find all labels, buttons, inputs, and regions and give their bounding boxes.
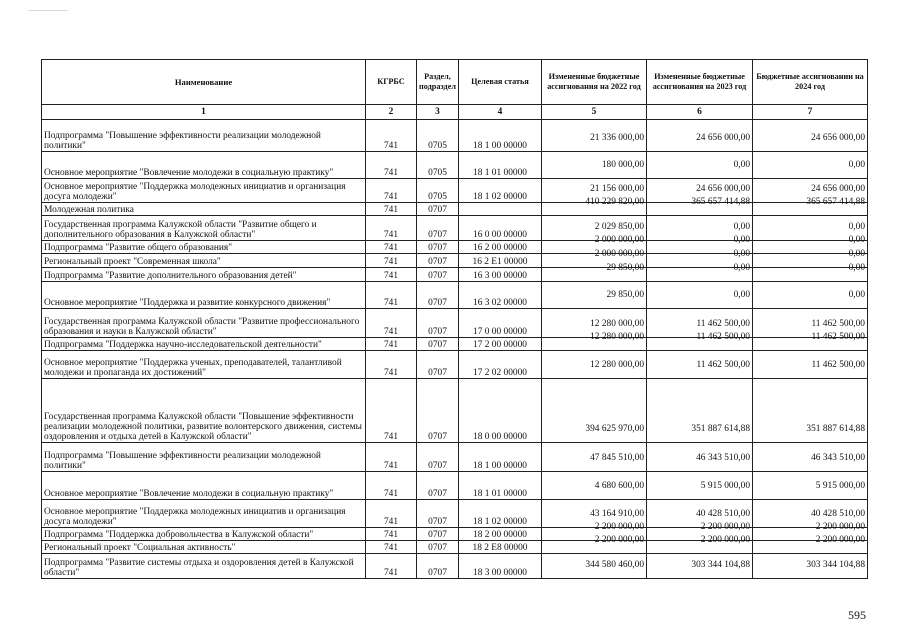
row-target-article: 16 2 00 00000: [459, 241, 542, 254]
row-amount-2022-value: 2 029 850,00: [594, 222, 644, 232]
row-kgrbs: 741: [366, 472, 417, 500]
row-amount-2022: [542, 120, 647, 152]
row-amount-2024-value: 0,00: [848, 249, 865, 259]
row-amount-2024: [753, 152, 868, 179]
table-row: [42, 443, 868, 472]
row-kgrbs: 741: [366, 379, 417, 443]
row-section: 0707: [417, 379, 459, 443]
header-section: Раздел, подраздел: [417, 60, 459, 105]
row-target-article: 18 1 00 00000: [459, 443, 542, 472]
page-number: 595: [848, 608, 866, 622]
row-section: 0707: [417, 500, 459, 528]
row-amount-2024: [753, 332, 868, 351]
row-amount-2022-value: 2 000 000,00: [594, 249, 644, 259]
row-name: Подпрограмма "Повышение эффективности реализации молодежной политики": [42, 443, 366, 472]
row-amount-2023-value: 365 657 414,88: [691, 197, 750, 207]
row-amount-2023-value: 0,00: [733, 263, 750, 273]
row-name: Подпрограмма "Развитие дополнительного образования детей": [42, 268, 366, 282]
row-amount-2022: [542, 282, 647, 309]
row-section: 0707: [417, 282, 459, 309]
row-amount-2022-value: 43 164 910,00: [590, 509, 644, 519]
row-amount-2022: [542, 197, 647, 216]
row-section: 0707: [417, 443, 459, 472]
row-target-article: 18 1 01 00000: [459, 472, 542, 500]
row-name: Основное мероприятие "Вовлечение молодежи в социальную практику": [42, 152, 366, 179]
row-name: Подпрограмма "Поддержка научно-исследовательской деятельности": [42, 338, 366, 351]
row-amount-2022: [542, 332, 647, 351]
row-target-article: 16 3 02 00000: [459, 282, 542, 309]
row-target-article: 18 1 01 00000: [459, 152, 542, 179]
row-amount-2024-value: 351 887 614,88: [806, 424, 865, 434]
row-amount-2024-value: 0,00: [848, 290, 865, 300]
row-amount-2022-value: 4 680 600,00: [594, 481, 644, 491]
row-target-article: 18 1 02 00000: [459, 179, 542, 203]
budget-table: [41, 59, 868, 579]
row-amount-2024-value: 11 462 500,00: [811, 319, 865, 329]
header-target: Целевая статья: [459, 60, 542, 105]
row-kgrbs: 741: [366, 268, 417, 282]
row-amount-2022-value: 2 200 000,00: [594, 522, 644, 532]
row-amount-2022-value: 29 850,00: [606, 263, 644, 273]
table-row: [42, 351, 868, 379]
row-name: Основное мероприятие "Вовлечение молодежи в социальную практику": [42, 472, 366, 500]
row-amount-2023-value: 11 462 500,00: [696, 360, 750, 370]
row-amount-2023-value: 0,00: [733, 290, 750, 300]
row-amount-2022-value: 29 850,00: [606, 290, 644, 300]
row-amount-2024-value: 5 915 000,00: [815, 481, 865, 491]
row-target-article: 18 1 02 00000: [459, 500, 542, 528]
row-amount-2023: [647, 120, 753, 152]
header-2024: Бюджетные ассигновании на 2024 год: [753, 60, 868, 105]
row-amount-2022-value: 394 625 970,00: [585, 424, 644, 434]
row-name: Региональный проект "Социальная активность": [42, 541, 366, 554]
row-amount-2024: [753, 443, 868, 472]
row-section: 0707: [417, 268, 459, 282]
row-name: Подпрограмма "Развитие системы отдыха и оздоровления детей в Калужской области": [42, 554, 366, 579]
row-amount-2022: [542, 535, 647, 554]
row-section: 0707: [417, 254, 459, 268]
row-section: 0707: [417, 216, 459, 241]
row-kgrbs: 741: [366, 254, 417, 268]
row-amount-2023-value: 11 462 500,00: [696, 332, 750, 342]
row-amount-2023: [647, 332, 753, 351]
row-amount-2023-value: 0,00: [733, 235, 750, 245]
row-amount-2022-value: 47 845 510,00: [590, 453, 644, 463]
row-target-article: 18 2 00 00000: [459, 528, 542, 541]
row-target-article: 17 2 02 00000: [459, 351, 542, 379]
row-kgrbs: 741: [366, 351, 417, 379]
row-amount-2023-value: 2 200 000,00: [700, 522, 750, 532]
row-amount-2023: [647, 282, 753, 309]
row-amount-2023: [647, 472, 753, 500]
row-amount-2024: [753, 554, 868, 579]
row-amount-2024: [753, 282, 868, 309]
row-amount-2023: [647, 379, 753, 443]
row-target-article: 16 2 E1 00000: [459, 254, 542, 268]
table-row: [42, 554, 868, 579]
row-amount-2023: [647, 197, 753, 216]
header-2022: Измененные бюджетные ассигнования на 2022 год: [542, 60, 647, 105]
row-amount-2022-value: 21 336 000,00: [590, 133, 644, 143]
row-kgrbs: 741: [366, 541, 417, 554]
row-target-article: [459, 203, 542, 216]
row-amount-2023-value: 46 343 510,00: [696, 453, 750, 463]
row-kgrbs: 741: [366, 152, 417, 179]
row-amount-2023-value: 2 200 000,00: [700, 535, 750, 545]
row-amount-2023-value: 40 428 510,00: [696, 509, 750, 519]
row-amount-2022-value: 344 580 460,00: [585, 560, 644, 570]
row-amount-2024-value: 2 200 000,00: [815, 522, 865, 532]
row-name: Основное мероприятие "Поддержка ученых, преподавателей, талантливой молодежи и пропаганда их достижений": [42, 351, 366, 379]
column-number: 5: [542, 105, 647, 120]
row-amount-2022-value: 410 229 820,00: [585, 197, 644, 207]
row-name: Молодежная политика: [42, 203, 366, 216]
column-number-row: [42, 105, 868, 120]
table-row: [42, 541, 868, 554]
table-row: [42, 379, 868, 443]
row-target-article: 18 1 00 00000: [459, 120, 542, 152]
row-name: Основное мероприятие "Поддержка молодежных инициатив и организация досуга молодежи": [42, 500, 366, 528]
row-name: Подпрограмма "Поддержка добровольчества в Калужской области": [42, 528, 366, 541]
row-amount-2023-value: 303 344 104,88: [691, 560, 750, 570]
row-amount-2024: [753, 472, 868, 500]
row-amount-2022: [542, 263, 647, 282]
row-section: 0705: [417, 120, 459, 152]
row-kgrbs: 741: [366, 528, 417, 541]
row-kgrbs: 741: [366, 241, 417, 254]
row-amount-2022-value: 12 280 000,00: [590, 332, 644, 342]
row-amount-2023-value: 0,00: [733, 249, 750, 259]
row-section: 0707: [417, 472, 459, 500]
row-amount-2022-value: 12 280 000,00: [590, 319, 644, 329]
row-section: 0707: [417, 203, 459, 216]
table-row: [42, 282, 868, 309]
row-amount-2024: [753, 535, 868, 554]
row-section: 0707: [417, 554, 459, 579]
row-amount-2024: [753, 197, 868, 216]
row-amount-2023-value: 0,00: [733, 160, 750, 170]
row-name: Подпрограмма "Развитие общего образования": [42, 241, 366, 254]
row-amount-2024-value: 11 462 500,00: [811, 360, 865, 370]
row-target-article: 18 0 00 00000: [459, 379, 542, 443]
row-section: 0707: [417, 309, 459, 338]
row-section: 0707: [417, 528, 459, 541]
row-name: Подпрограмма "Повышение эффективности реализации молодежной политики": [42, 120, 366, 152]
table-row: [42, 203, 868, 216]
row-target-article: 16 0 00 00000: [459, 216, 542, 241]
row-amount-2023-value: 24 656 000,00: [696, 184, 750, 194]
header-2023: Измененные бюджетные ассигнования на 2023 год: [647, 60, 753, 105]
row-section: 0707: [417, 338, 459, 351]
row-section: 0707: [417, 351, 459, 379]
row-amount-2022: [542, 554, 647, 579]
row-name: Основное мероприятие "Поддержка и развитие конкурсного движения": [42, 282, 366, 309]
row-amount-2023-value: 24 656 000,00: [696, 133, 750, 143]
row-kgrbs: 741: [366, 309, 417, 338]
header-kgrbs: КГРБС: [366, 60, 417, 105]
row-name: Основное мероприятие "Поддержка молодежных инициатив и организация досуга молодежи": [42, 179, 366, 203]
row-amount-2023-value: 351 887 614,88: [691, 424, 750, 434]
row-amount-2023: [647, 263, 753, 282]
row-amount-2023: [647, 443, 753, 472]
row-amount-2024-value: 46 343 510,00: [811, 453, 865, 463]
row-amount-2022-value: 180 000,00: [601, 160, 644, 170]
row-amount-2023: [647, 535, 753, 554]
row-amount-2022: [542, 351, 647, 379]
header-row: [42, 60, 868, 105]
column-number: 2: [366, 105, 417, 120]
column-number: 3: [417, 105, 459, 120]
row-amount-2024-value: 11 462 500,00: [811, 332, 865, 342]
row-amount-2022-value: 12 280 000,00: [590, 360, 644, 370]
row-amount-2024: [753, 379, 868, 443]
column-number: 6: [647, 105, 753, 120]
column-number: 7: [753, 105, 868, 120]
row-target-article: 17 0 00 00000: [459, 309, 542, 338]
row-section: 0707: [417, 241, 459, 254]
row-amount-2024-value: 0,00: [848, 160, 865, 170]
row-amount-2022: [542, 443, 647, 472]
row-amount-2023-value: 0,00: [733, 222, 750, 232]
table-row: [42, 268, 868, 282]
row-amount-2022-value: 2 200 000,00: [594, 535, 644, 545]
column-number: 1: [42, 105, 366, 120]
row-amount-2024-value: 24 656 000,00: [811, 184, 865, 194]
table-row: [42, 472, 868, 500]
row-target-article: 16 3 00 00000: [459, 268, 542, 282]
row-section: 0705: [417, 152, 459, 179]
row-amount-2023-value: 5 915 000,00: [700, 481, 750, 491]
row-name: Региональный проект "Современная школа": [42, 254, 366, 268]
table-row: [42, 152, 868, 179]
table-row: [42, 338, 868, 351]
row-kgrbs: 741: [366, 216, 417, 241]
row-amount-2024: [753, 120, 868, 152]
row-amount-2022-value: 2 000 000,00: [594, 235, 644, 245]
row-amount-2023: [647, 351, 753, 379]
row-name: Государственная программа Калужской области "Повышение эффективности реализации молодежной политики, развитие волонтерского движения, системы оздоровления и отдыха детей в Калужской области": [42, 379, 366, 443]
row-amount-2024-value: 0,00: [848, 235, 865, 245]
row-target-article: 18 2 E8 00000: [459, 541, 542, 554]
row-section: 0705: [417, 179, 459, 203]
scan-artifact: [28, 10, 68, 11]
row-kgrbs: 741: [366, 500, 417, 528]
row-name: Государственная программа Калужской области "Развитие общего и дополнительного образования в Калужской области": [42, 216, 366, 241]
row-amount-2024-value: 0,00: [848, 263, 865, 273]
row-amount-2022-value: 21 156 000,00: [590, 184, 644, 194]
row-amount-2024: [753, 263, 868, 282]
row-amount-2024-value: 303 344 104,88: [806, 560, 865, 570]
row-kgrbs: 741: [366, 120, 417, 152]
column-number: 4: [459, 105, 542, 120]
row-kgrbs: 741: [366, 203, 417, 216]
row-kgrbs: 741: [366, 554, 417, 579]
row-amount-2022: [542, 472, 647, 500]
row-amount-2023-value: 11 462 500,00: [696, 319, 750, 329]
row-kgrbs: 741: [366, 282, 417, 309]
row-kgrbs: 741: [366, 179, 417, 203]
row-section: 0707: [417, 541, 459, 554]
table-row: [42, 120, 868, 152]
row-amount-2024-value: 40 428 510,00: [811, 509, 865, 519]
row-amount-2022: [542, 379, 647, 443]
row-amount-2024-value: 0,00: [848, 222, 865, 232]
row-target-article: 17 2 00 00000: [459, 338, 542, 351]
row-amount-2023: [647, 152, 753, 179]
header-name: Наименование: [42, 60, 366, 105]
row-amount-2024-value: 24 656 000,00: [811, 133, 865, 143]
row-name: Государственная программа Калужской области "Развитие профессионального образования и науки в Калужской области": [42, 309, 366, 338]
row-amount-2024: [753, 351, 868, 379]
row-target-article: 18 3 00 00000: [459, 554, 542, 579]
row-kgrbs: 741: [366, 443, 417, 472]
row-amount-2023: [647, 554, 753, 579]
row-amount-2024-value: 365 657 414,88: [806, 197, 865, 207]
row-amount-2024-value: 2 200 000,00: [815, 535, 865, 545]
row-kgrbs: 741: [366, 338, 417, 351]
row-amount-2022: [542, 152, 647, 179]
